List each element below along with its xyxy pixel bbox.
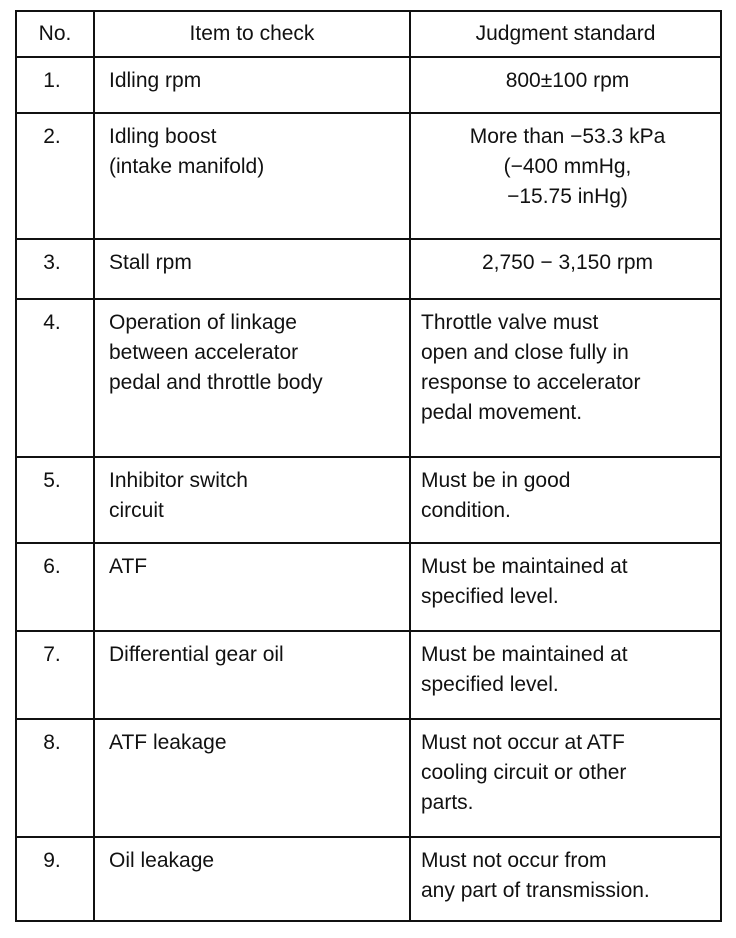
- row-item: Differential gear oil: [94, 631, 410, 719]
- row-item: ATF leakage: [94, 719, 410, 837]
- header-no: No.: [16, 11, 94, 57]
- row-standard: 2,750 − 3,150 rpm: [410, 239, 721, 299]
- row-standard: Must be maintained at specified level.: [410, 543, 721, 631]
- table-row: [16, 299, 721, 457]
- row-item: Idling boost (intake manifold): [94, 113, 410, 239]
- row-number: 9.: [16, 837, 94, 921]
- row-standard: More than −53.3 kPa (−400 mmHg, −15.75 inHg): [410, 113, 721, 239]
- row-item: Oil leakage: [94, 837, 410, 921]
- table-header-row: [16, 11, 721, 57]
- row-item: Idling rpm: [94, 57, 410, 113]
- row-standard: Must be maintained at specified level.: [410, 631, 721, 719]
- row-item: Operation of linkage between accelerator pedal and throttle body: [94, 299, 410, 457]
- table-row: [16, 837, 721, 921]
- table-row: [16, 239, 721, 299]
- row-number: 6.: [16, 543, 94, 631]
- header-item: Item to check: [94, 11, 410, 57]
- row-item: Stall rpm: [94, 239, 410, 299]
- table-row: [16, 113, 721, 239]
- row-number: 3.: [16, 239, 94, 299]
- row-number: 4.: [16, 299, 94, 457]
- row-number: 2.: [16, 113, 94, 239]
- row-number: 5.: [16, 457, 94, 543]
- row-standard: Must not occur at ATF cooling circuit or other parts.: [410, 719, 721, 837]
- row-number: 1.: [16, 57, 94, 113]
- row-standard: Must not occur from any part of transmission.: [410, 837, 721, 921]
- inspection-table: [15, 10, 722, 922]
- row-item: ATF: [94, 543, 410, 631]
- row-number: 7.: [16, 631, 94, 719]
- table-row: [16, 457, 721, 543]
- row-item: Inhibitor switch circuit: [94, 457, 410, 543]
- header-standard: Judgment standard: [410, 11, 721, 57]
- row-standard: Must be in good condition.: [410, 457, 721, 543]
- row-standard: 800±100 rpm: [410, 57, 721, 113]
- row-number: 8.: [16, 719, 94, 837]
- row-standard: Throttle valve must open and close fully in response to accelerator pedal movement.: [410, 299, 721, 457]
- table-row: [16, 57, 721, 113]
- table-row: [16, 631, 721, 719]
- table-row: [16, 719, 721, 837]
- table-row: [16, 543, 721, 631]
